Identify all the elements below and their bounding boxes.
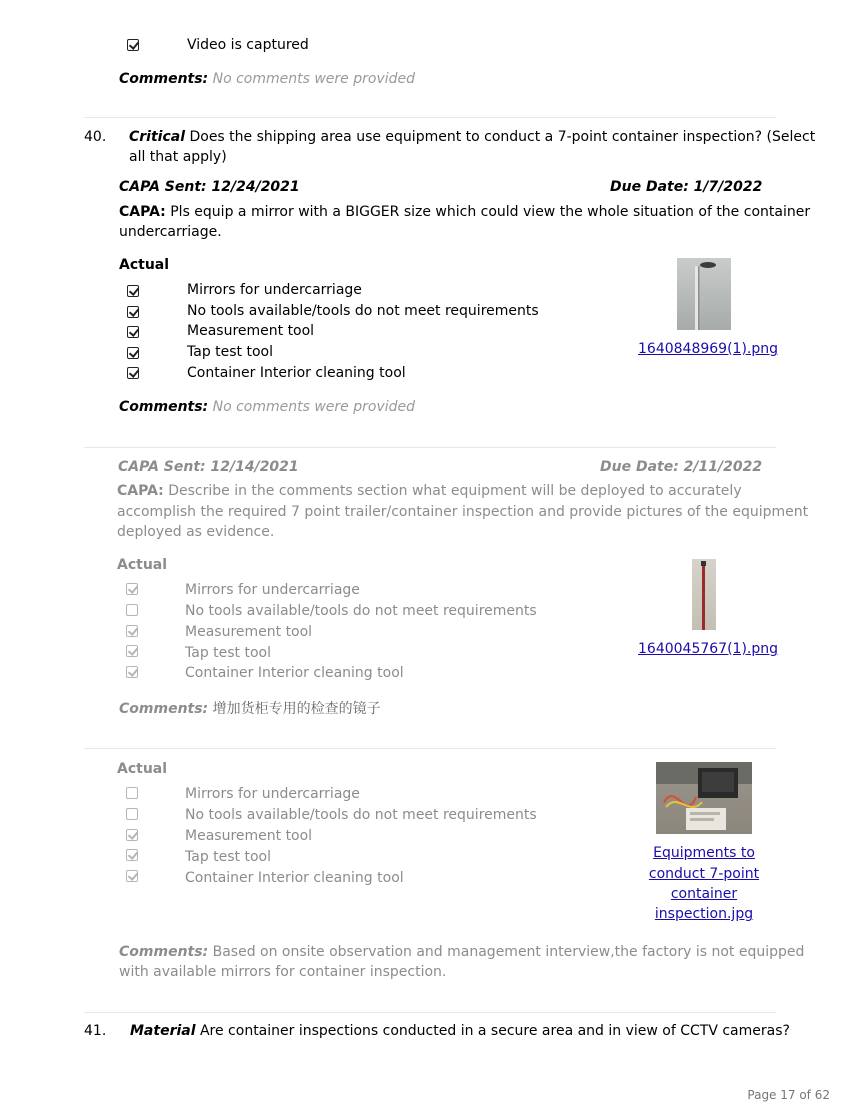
checkbox-mirrors <box>126 787 138 799</box>
capa-text-line1 <box>119 202 810 222</box>
item-label: Mirrors for undercarriage <box>185 582 360 598</box>
severity-label: Material <box>130 1023 196 1039</box>
severity-label: Critical <box>129 129 186 145</box>
attachment-thumbnail[interactable] <box>677 258 731 330</box>
item-label: Tap test tool <box>185 849 271 865</box>
checkbox-video-captured <box>127 39 139 51</box>
capa-sent: CAPA Sent: 12/14/2021 <box>118 459 299 475</box>
comments-label: Comments: <box>119 944 209 960</box>
question-text-line2: all that apply) <box>129 149 227 165</box>
comments-label: Comments: <box>119 399 209 415</box>
comments-label: Comments: <box>119 71 209 87</box>
attachment-link-text[interactable]: 1640045767(1).png <box>638 641 778 657</box>
capa-text-line2: accomplish the required 7 point trailer/container inspection and provide pictures of the equipment <box>117 504 809 520</box>
question-text-line1 <box>129 127 815 147</box>
capa-sent: CAPA Sent: 12/24/2021 <box>119 179 300 195</box>
capa-label: CAPA: <box>117 483 164 499</box>
comments-text: Based on onsite observation and management interview,the factory is not equipped <box>212 944 805 960</box>
capa-text: Pls equip a mirror with a BIGGER size which could view the whole situation of the container <box>170 204 811 220</box>
question-text: Are container inspections conducted in a secure area and in view of CCTV cameras? <box>199 1023 790 1039</box>
question-text: Does the shipping area use equipment to conduct a 7-point container inspection? (Select <box>189 129 816 145</box>
item-label: Measurement tool <box>185 624 313 640</box>
item-label: Measurement tool <box>185 828 313 844</box>
comments-text: No comments were provided <box>212 399 416 415</box>
attachment-link[interactable] <box>638 339 778 359</box>
item-label: No tools available/tools do not meet requirements <box>185 603 537 619</box>
item-label: Mirrors for undercarriage <box>187 282 362 298</box>
page-number: Page 17 of 62 <box>747 1088 830 1102</box>
capa-due: Due Date: 1/7/2022 <box>610 179 763 195</box>
capa-text: Describe in the comments section what equipment will be deployed to accurately <box>168 483 742 499</box>
divider <box>84 748 776 749</box>
capa-comments <box>119 699 381 719</box>
top-comments <box>119 69 415 89</box>
item-label: No tools available/tools do not meet requirements <box>185 807 537 823</box>
actual-label: Actual <box>117 557 168 573</box>
actual-label: Actual <box>119 257 170 273</box>
attachment-link-text[interactable]: container <box>670 886 738 902</box>
checkbox-tap-test <box>127 347 139 359</box>
item-video-captured: Video is captured <box>187 37 309 53</box>
divider <box>84 447 776 448</box>
checkbox-tap-test <box>126 645 138 657</box>
attachment-thumbnail[interactable] <box>692 559 716 630</box>
capa-text-line1 <box>117 481 742 501</box>
comments-text: No comments were provided <box>212 71 416 87</box>
attachment-link[interactable] <box>638 639 778 659</box>
attachment-link-text[interactable]: 1640848969(1).png <box>638 341 778 357</box>
question-number: 40. <box>84 129 107 145</box>
comments-label: Comments: <box>119 701 209 717</box>
attachment-thumbnail[interactable] <box>656 762 752 834</box>
capa-due: Due Date: 2/11/2022 <box>600 459 763 475</box>
capa-text-line3: deployed as evidence. <box>117 524 275 540</box>
item-label: Container Interior cleaning tool <box>185 870 404 886</box>
item-label: Mirrors for undercarriage <box>185 786 360 802</box>
divider <box>84 117 776 118</box>
checkbox-measurement <box>126 829 138 841</box>
actual-label: Actual <box>117 761 168 777</box>
checkbox-interior-cleaning <box>126 666 138 678</box>
initial-comments-line1 <box>119 942 804 962</box>
item-label: Container Interior cleaning tool <box>187 365 406 381</box>
checkbox-interior-cleaning <box>126 870 138 882</box>
item-label: Container Interior cleaning tool <box>185 665 404 681</box>
attachment-link-text[interactable]: Equipments to <box>653 845 755 861</box>
item-label: Measurement tool <box>187 323 315 339</box>
checkbox-mirrors <box>126 583 138 595</box>
attachment-link-text[interactable]: conduct 7-point <box>648 866 760 882</box>
question-text-line1 <box>130 1021 790 1041</box>
checkbox-no-tools <box>126 604 138 616</box>
attachment-link-text[interactable]: inspection.jpg <box>654 906 754 922</box>
item-label: Tap test tool <box>187 344 273 360</box>
checkbox-no-tools <box>126 808 138 820</box>
checkbox-interior-cleaning <box>127 367 139 379</box>
initial-comments-line2: with available mirrors for container inspection. <box>119 964 447 980</box>
checkbox-no-tools <box>127 306 139 318</box>
capa-comments <box>119 397 415 417</box>
question-number: 41. <box>84 1023 107 1039</box>
checkbox-measurement <box>126 625 138 637</box>
checkbox-tap-test <box>126 849 138 861</box>
comments-text: 增加货柜专用的检查的镜子 <box>212 701 381 717</box>
capa-text-line2: undercarriage. <box>119 224 222 240</box>
divider <box>84 1012 776 1013</box>
checkbox-measurement <box>127 326 139 338</box>
item-label: Tap test tool <box>185 645 271 661</box>
item-label: No tools available/tools do not meet requirements <box>187 303 539 319</box>
checkbox-mirrors <box>127 285 139 297</box>
capa-label: CAPA: <box>119 204 166 220</box>
